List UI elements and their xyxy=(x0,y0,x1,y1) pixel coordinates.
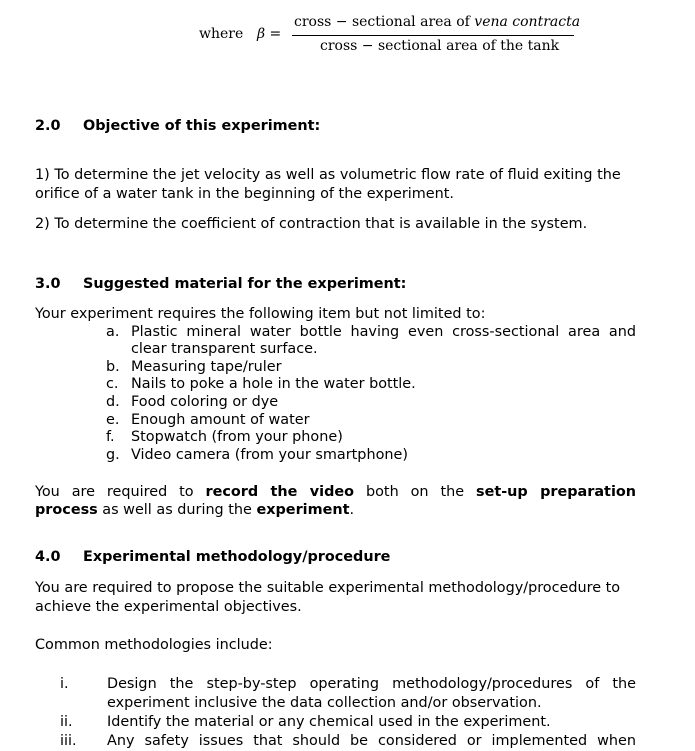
req-text: as well as during the xyxy=(97,502,257,518)
list-item: Any safety issues that should be considered or implemented when xyxy=(107,733,636,749)
list-marker: g. xyxy=(106,447,120,463)
list-item: Identify the material or any chemical used in the experiment. xyxy=(107,714,551,730)
formula-denominator: cross − sectional area of the tank xyxy=(320,38,560,54)
list-marker: c. xyxy=(106,376,119,392)
req-text: You are required to xyxy=(35,484,206,500)
req-text: . xyxy=(349,502,355,518)
section-3-title: Suggested material for the experiment: xyxy=(83,276,407,292)
formula-where: where xyxy=(199,26,244,42)
list-item-continued: experiment inclusive the data collection and/or observation. xyxy=(107,695,542,711)
materials-intro: Your experiment requires the following item but not limited to: xyxy=(35,306,486,322)
list-item: Nails to poke a hole in the water bottle. xyxy=(131,376,416,392)
video-requirement-line-1 xyxy=(35,483,636,502)
methodology-para-line-1: You are required to propose the suitable experimental methodology/procedure to xyxy=(35,580,621,596)
list-item: Stopwatch (from your phone) xyxy=(131,429,343,445)
req-bold-setup: set-up preparation xyxy=(476,484,637,500)
objective-1-line-1: 1) To determine the jet velocity as well as volumetric flow rate of fluid exiting the xyxy=(35,167,621,183)
formula-fraction-bar xyxy=(292,35,574,36)
methodology-common: Common methodologies include: xyxy=(35,637,273,653)
formula-numerator-italic: vena contracta xyxy=(474,14,581,30)
list-marker: d. xyxy=(106,394,120,410)
req-text: both on the xyxy=(354,484,476,500)
list-item: Enough amount of water xyxy=(131,412,310,428)
section-2-title: Objective of this experiment: xyxy=(83,118,321,134)
list-item-continued: clear transparent surface. xyxy=(131,341,318,357)
list-item: Plastic mineral water bottle having even cross-sectional area and xyxy=(131,324,636,340)
list-marker: b. xyxy=(106,359,120,375)
list-item: Measuring tape/ruler xyxy=(131,359,282,375)
methodology-para-line-2: achieve the experimental objectives. xyxy=(35,599,302,615)
objective-1-line-2: orifice of a water tank in the beginning of the experiment. xyxy=(35,186,454,202)
formula-numerator xyxy=(294,14,580,30)
section-4-number: 4.0 xyxy=(35,549,61,565)
objective-2: 2) To determine the coefficient of contraction that is available in the system. xyxy=(35,216,588,232)
section-2-number: 2.0 xyxy=(35,118,61,134)
formula-beta: β = xyxy=(257,26,282,42)
req-bold-experiment: experiment xyxy=(256,502,350,518)
list-marker: f. xyxy=(106,429,115,445)
formula-numerator-text: cross − sectional area of xyxy=(294,14,475,30)
section-4-title: Experimental methodology/procedure xyxy=(83,549,391,565)
list-item: Design the step-by-step operating methodology/procedures of the xyxy=(107,676,636,692)
section-3-number: 3.0 xyxy=(35,276,61,292)
list-marker: a. xyxy=(106,324,120,340)
list-marker: iii. xyxy=(60,733,77,749)
list-item: Video camera (from your smartphone) xyxy=(131,447,408,463)
video-requirement-line-2 xyxy=(35,501,636,520)
list-item: Food coloring or dye xyxy=(131,394,279,410)
list-marker: e. xyxy=(106,412,120,428)
req-bold-record: record the video xyxy=(205,484,355,500)
req-bold-process: process xyxy=(35,502,98,518)
list-marker: i. xyxy=(60,676,69,692)
list-marker: ii. xyxy=(60,714,73,730)
